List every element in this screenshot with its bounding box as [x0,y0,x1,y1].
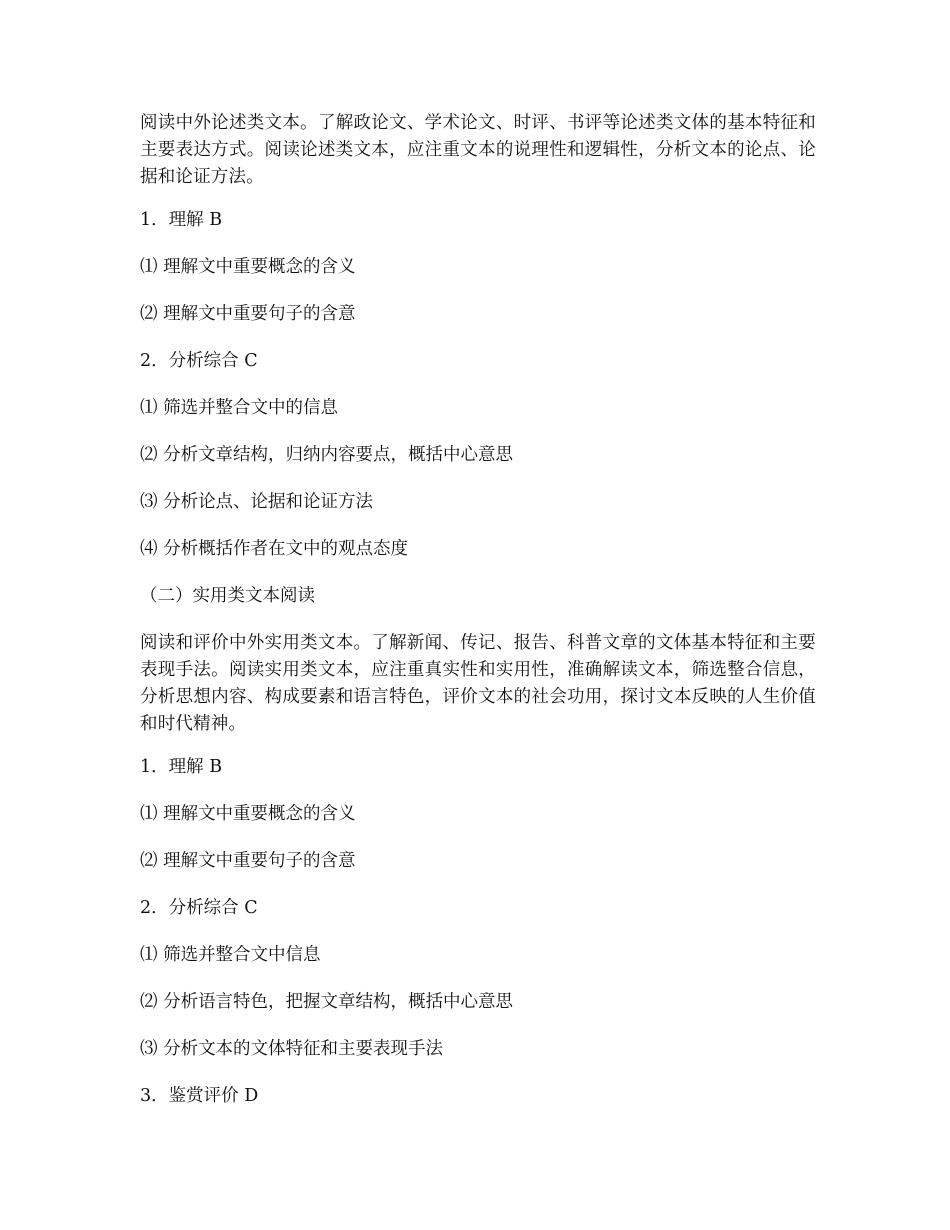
list-item: 2．分析综合 C [140,898,258,918]
list-item: 1．理解 B [140,757,223,777]
section1-intro-paragraph: 阅读中外论述类文本。了解政论文、学术论文、时评、书评等论述类文体的基本特征和主要表达方式。阅读论述类文本，应注重文本的说理性和逻辑性，分析文本的论点、论据和论证方法。 [140,113,816,187]
section1-item-list [140,207,816,583]
list-item: ⑷ 分析概括作者在文中的观点态度 [140,539,409,559]
section2-intro-paragraph: 阅读和评价中外实用类文本。了解新闻、传记、报告、科普文章的文体基本特征和主要表现手法。阅读实用类文本，应注重真实性和实用性，准确解读文本，筛选整合信息，分析思想内容、构成要素和语言特色，评价文本的社会功用，探讨文本反映的人生价值和时代精神。 [140,633,816,734]
list-item: 2．分析综合 C [140,351,258,371]
list-item: ⑵ 分析文章结构，归纳内容要点，概括中心意思 [140,445,514,465]
list-item: ⑴ 理解文中重要概念的含义 [140,804,356,824]
section2-item-list [140,754,816,1130]
list-item: ⑴ 理解文中重要概念的含义 [140,257,356,277]
list-item: ⑴ 筛选并整合文中的信息 [140,398,339,418]
list-item: 1．理解 B [140,210,223,230]
list-item: ⑵ 分析语言特色，把握文章结构，概括中心意思 [140,992,514,1012]
list-item: ⑴ 筛选并整合文中信息 [140,945,321,965]
list-item: ⑶ 分析文本的文体特征和主要表现手法 [140,1039,444,1059]
document-page [140,110,816,1130]
list-item: 3．鉴赏评价 D [140,1086,259,1106]
list-item: ⑵ 理解文中重要句子的含意 [140,851,356,871]
section2-heading: （二）实用类文本阅读 [140,586,315,606]
list-item: ⑵ 理解文中重要句子的含意 [140,304,356,324]
list-item: ⑶ 分析论点、论据和论证方法 [140,492,374,512]
